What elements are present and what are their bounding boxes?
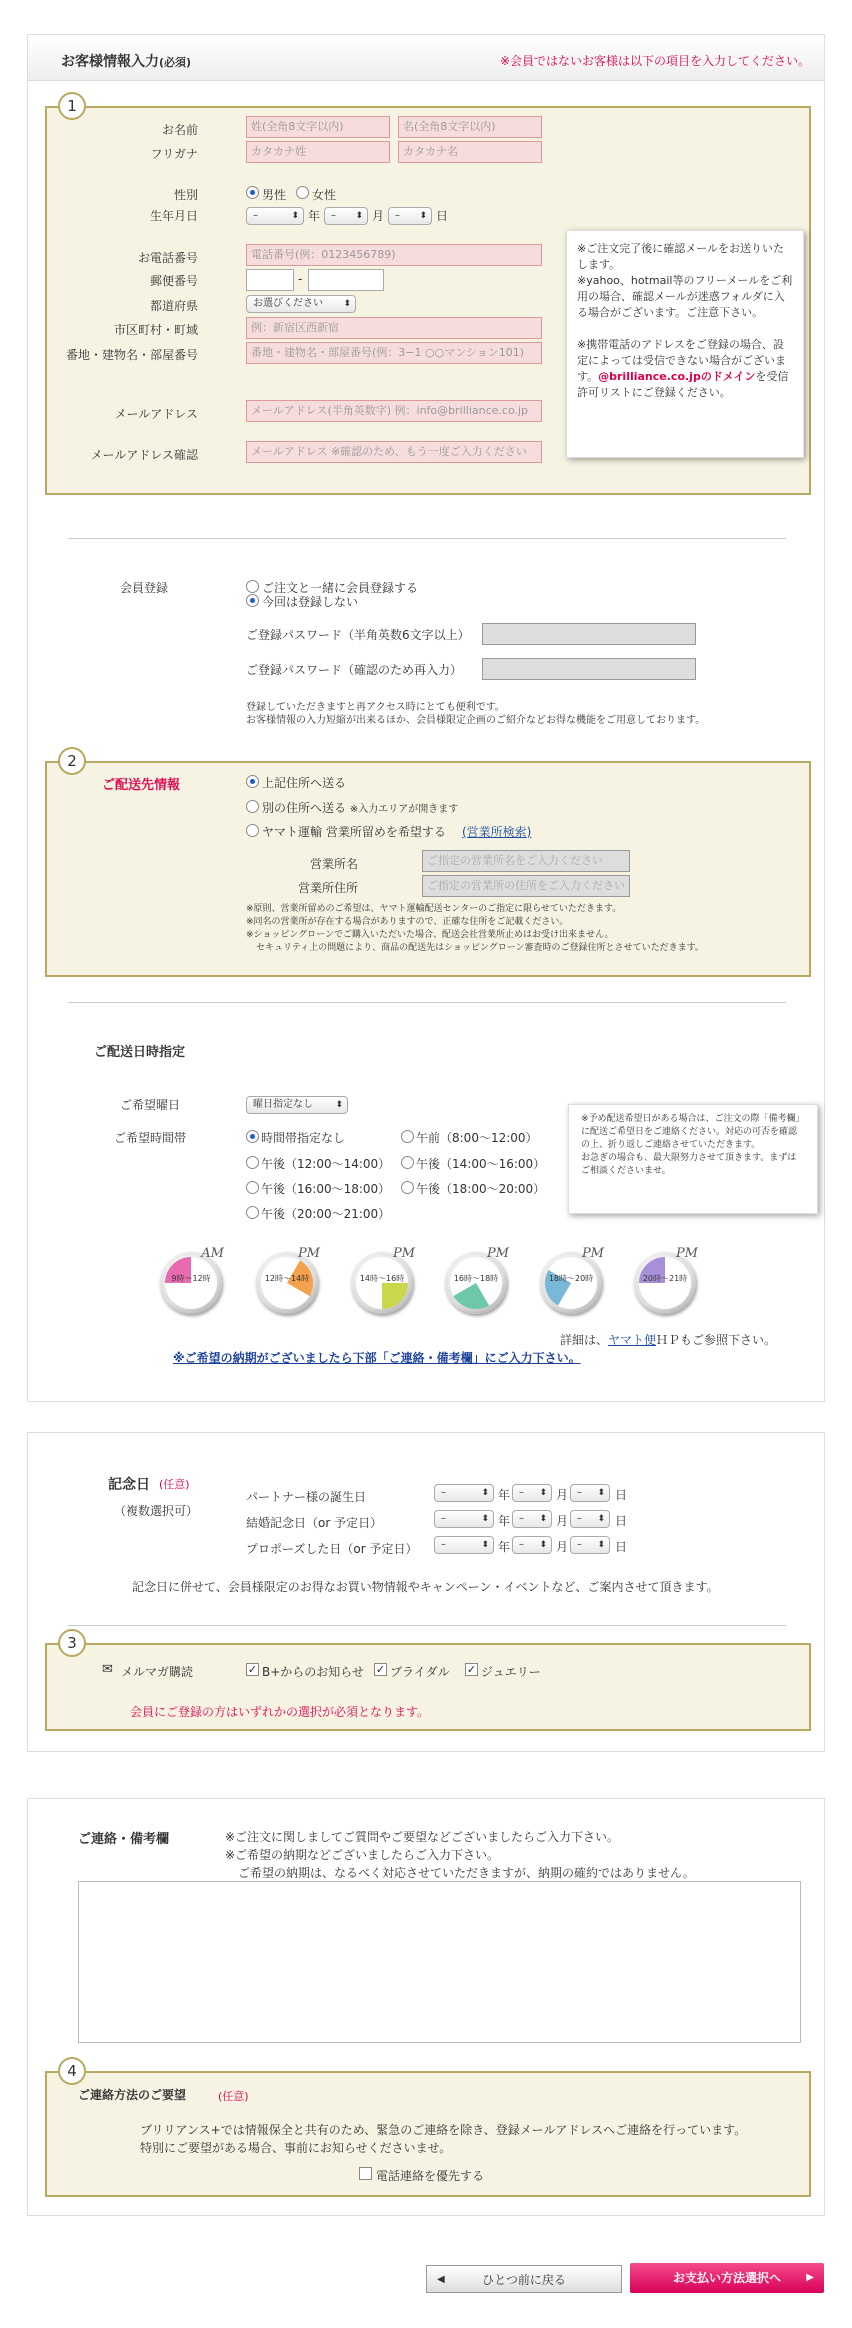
address-label: 番地・建物名・部屋番号 bbox=[65, 348, 198, 362]
yamato-link[interactable]: ヤマト便 bbox=[608, 1333, 657, 1347]
delivery-yamato-radio[interactable] bbox=[246, 824, 259, 837]
anniversary-title: 記念日 bbox=[108, 1477, 150, 1493]
remarks-note: ご希望の納期は、なるべく対応させていただきますが、納期の確約ではありません。 bbox=[238, 1866, 695, 1880]
remarks-title: ご連絡・備考欄 bbox=[78, 1832, 170, 1847]
time-slot-label: 午後（12:00〜14:00） bbox=[261, 1157, 391, 1171]
anniversary-year-select[interactable]: – ⬍ bbox=[434, 1536, 494, 1554]
month-unit: 月 bbox=[372, 209, 385, 223]
anniversary-row-label: パートナー様の誕生日 bbox=[246, 1490, 367, 1504]
year-unit: 年 bbox=[498, 1488, 511, 1502]
tip-text: を受信許可リストにご登録ください。 bbox=[577, 370, 789, 399]
yamato-detail: 詳細は、ヤマト便ＨＰもご参照下さい。 bbox=[560, 1333, 777, 1347]
delivery-other-label: 別の住所へ送る ※入力エリアが開きます bbox=[262, 801, 459, 815]
password-confirm-label: ご登録パスワード（確認のため再入力） bbox=[246, 663, 463, 677]
birth-month-select[interactable]: – ⬍ bbox=[324, 207, 368, 225]
time-slot-radio[interactable] bbox=[246, 1206, 259, 1219]
last-kana-input[interactable]: カタカナ姓 bbox=[246, 141, 390, 163]
member-note: お客様情報の入力短縮が出来るほか、会員様限定企画のご紹介などお得な機能をご用意しております。 bbox=[246, 715, 706, 726]
remarks-note: ※ご希望の納期などございましたらご入力下さい。 bbox=[225, 1848, 500, 1862]
time-label: ご希望時間帯 bbox=[114, 1131, 187, 1145]
section-number-2: 2 bbox=[58, 747, 86, 775]
customer-header bbox=[28, 35, 824, 81]
anniversary-year-select[interactable]: – ⬍ bbox=[434, 1484, 494, 1502]
order-form-panel bbox=[27, 34, 825, 1402]
email-tooltip bbox=[566, 230, 804, 458]
chevron-right-icon: ▶ bbox=[806, 2272, 814, 2283]
birth-day-select[interactable]: – ⬍ bbox=[388, 207, 432, 225]
pref-label: 都道府県 bbox=[149, 299, 198, 313]
birth-year-select[interactable]: – ⬍ bbox=[246, 207, 304, 225]
divider bbox=[68, 1002, 786, 1003]
anniversary-day-select[interactable]: – ⬍ bbox=[570, 1510, 610, 1528]
email-confirm-input[interactable]: メールアドレス ※確認のため、もう一度ご入力ください bbox=[246, 441, 542, 463]
newsletter-b-checkbox[interactable]: ✓ bbox=[247, 1663, 258, 1676]
zip-label: 郵便番号 bbox=[149, 274, 198, 288]
mail-icon: ✉ bbox=[102, 1662, 113, 1677]
tip-text: お急ぎの場合も、最大限努力させて頂きます。まずはご相談くださいませ。 bbox=[581, 1153, 797, 1176]
delivery-same-label: 上記住所へ送る bbox=[262, 776, 347, 790]
month-unit: 月 bbox=[556, 1540, 569, 1554]
address-input[interactable]: 番地・建物名・部屋番号(例：3−1 ○○マンション101) bbox=[246, 342, 542, 364]
time-clock bbox=[634, 1246, 698, 1314]
datetime-title: ご配送日時指定 bbox=[94, 1045, 186, 1060]
clock-label: 20時〜21時 bbox=[642, 1274, 688, 1283]
anniversary-month-select[interactable]: – ⬍ bbox=[512, 1536, 552, 1554]
time-slot-label: 時間帯指定なし bbox=[261, 1131, 346, 1145]
delivery-other-radio[interactable] bbox=[246, 800, 259, 813]
remarks-textarea[interactable] bbox=[78, 1881, 801, 2043]
tip-text: ※ご注文完了後に確認メールをお送りいたします。 bbox=[577, 242, 784, 271]
anniversary-month-select[interactable]: – ⬍ bbox=[512, 1510, 552, 1528]
time-slot-radio[interactable] bbox=[401, 1181, 414, 1194]
clock-period: PM bbox=[297, 1246, 320, 1261]
zip-second-input[interactable] bbox=[308, 269, 384, 291]
page-title: お客様情報入力(必須) bbox=[61, 54, 192, 70]
time-slot-label: 午後（20:00〜21:00） bbox=[261, 1207, 391, 1221]
delivery-date-tooltip bbox=[568, 1104, 818, 1214]
next-button-label: お支払い方法選択へ bbox=[672, 2271, 781, 2285]
newsletter-required-note: 会員にご登録の方はいずれかの選択が必須となります。 bbox=[130, 1705, 430, 1719]
time-slot-radio[interactable] bbox=[246, 1181, 259, 1194]
section-number-1: 1 bbox=[58, 92, 86, 120]
section-number-3: 3 bbox=[58, 1629, 86, 1657]
member-skip-label: 今回は登録しない bbox=[262, 595, 359, 609]
time-clock bbox=[351, 1246, 415, 1314]
time-slot-radio[interactable] bbox=[246, 1130, 259, 1143]
member-skip-radio[interactable] bbox=[246, 594, 259, 607]
contact-title: ご連絡方法のご要望 bbox=[78, 2088, 187, 2102]
year-unit: 年 bbox=[498, 1514, 511, 1528]
anniversary-row-label: 結婚記念日（or 予定日） bbox=[246, 1516, 383, 1530]
time-clock bbox=[445, 1246, 509, 1314]
zip-first-input[interactable] bbox=[246, 269, 294, 291]
day-unit: 日 bbox=[615, 1540, 628, 1554]
clock-period: PM bbox=[392, 1246, 415, 1261]
newsletter-label: メルマガ購読 bbox=[121, 1665, 194, 1679]
tip-text: ※yahoo、hotmail等のフリーメールをご利用の場合、確認メールが迷惑フォルダに入る場合がございます。ご注意下さい。 bbox=[577, 274, 793, 319]
male-label: 男性 bbox=[262, 188, 287, 202]
contact-note: 特別にご要望がある場合、事前にお知らせくださいませ。 bbox=[140, 2141, 452, 2155]
email-label: メールアドレス bbox=[114, 407, 198, 421]
back-button-label: ひとつ前に戻る bbox=[482, 2273, 566, 2287]
member-register-label: ご注文と一緒に会員登録する bbox=[262, 581, 419, 595]
tip-domain: @brilliance.co.jpのドメイン bbox=[598, 370, 756, 383]
delivery-note: ※同名の営業所が存在する場合がありますので、正確な住所をご記載ください。 bbox=[246, 917, 569, 927]
remarks-notice: ※ご希望の納期がございましたら下部「ご連絡・備考欄」にご入力下さい。 bbox=[173, 1351, 581, 1365]
clock-period: PM bbox=[486, 1246, 509, 1261]
month-unit: 月 bbox=[556, 1514, 569, 1528]
time-slot-radio[interactable] bbox=[246, 1156, 259, 1169]
year-unit: 年 bbox=[498, 1540, 511, 1554]
anniversary-note: 記念日に併せて、会員様限定のお得なお買い物情報やキャンペーン・イベントなど、ご案内させて頂きます。 bbox=[132, 1580, 719, 1594]
password-label: ご登録パスワード（半角英数6文字以上） bbox=[246, 628, 470, 642]
anniversary-day-select[interactable]: – ⬍ bbox=[570, 1536, 610, 1554]
date-label: ご希望曜日 bbox=[120, 1098, 181, 1112]
remarks-panel bbox=[27, 1798, 825, 2216]
kana-label: フリガナ bbox=[150, 147, 198, 161]
newsletter-bridal-label: ブライダル bbox=[390, 1665, 450, 1679]
birth-label: 生年月日 bbox=[149, 209, 198, 223]
delivery-same-radio[interactable] bbox=[246, 775, 259, 788]
office-address-label: 営業所住所 bbox=[297, 881, 358, 895]
time-slot-label: 午後（14:00〜16:00） bbox=[416, 1157, 546, 1171]
contact-optional: (任意) bbox=[218, 2090, 249, 2103]
password-input[interactable] bbox=[482, 623, 696, 645]
phone-priority-checkbox[interactable] bbox=[359, 2167, 372, 2180]
city-label: 市区町村・町域 bbox=[113, 323, 198, 337]
anniversary-row-label: プロポーズした日（or 予定日） bbox=[246, 1542, 418, 1556]
delivery-note: ※ショッピングローンでご購入いただいた場合、配送会社営業所止めはお受け出来ません。 bbox=[246, 930, 614, 940]
name-label: お名前 bbox=[161, 123, 198, 137]
time-slot-label: 午後（18:00〜20:00） bbox=[416, 1182, 546, 1196]
time-slot-radio[interactable] bbox=[401, 1130, 414, 1143]
office-name-input[interactable]: ご指定の営業所名をご入力ください bbox=[422, 850, 630, 872]
anniversary-multi: （複数選択可） bbox=[114, 1504, 199, 1518]
newsletter-b-label: B+からのお知らせ bbox=[262, 1665, 364, 1679]
next-button[interactable] bbox=[630, 2263, 824, 2293]
office-address-input[interactable]: ご指定の営業所の住所をご入力ください bbox=[422, 875, 630, 897]
anniversary-month-select[interactable]: – ⬍ bbox=[512, 1484, 552, 1502]
city-input[interactable]: 例：新宿区西新宿 bbox=[246, 317, 542, 339]
email-input[interactable]: メールアドレス(半角英数字) 例：info@brilliance.co.jp bbox=[246, 400, 542, 422]
gender-label: 性別 bbox=[173, 188, 198, 202]
last-name-input[interactable]: 姓(全角8文字以内) bbox=[246, 116, 390, 138]
newsletter-bridal-checkbox[interactable]: ✓ bbox=[375, 1663, 386, 1676]
zip-dash: - bbox=[298, 272, 303, 286]
contact-note: ブリリアンス+では情報保全と共有のため、緊急のご連絡を除き、登録メールアドレスへご連絡を行っています。 bbox=[140, 2123, 747, 2137]
pref-select[interactable]: お選びください ⬍ bbox=[246, 295, 356, 313]
member-note: 登録していただきますと再アクセス時にとても便利です。 bbox=[246, 702, 505, 713]
member-label: 会員登録 bbox=[119, 581, 168, 595]
delivery-label: ご配送先情報 bbox=[102, 778, 181, 793]
back-button[interactable] bbox=[426, 2265, 622, 2293]
newsletter-jewelry-checkbox[interactable]: ✓ bbox=[466, 1663, 477, 1676]
phone-priority-label: 電話連絡を優先する bbox=[376, 2169, 485, 2183]
day-unit: 日 bbox=[436, 209, 449, 223]
anniversary-year-select[interactable]: – ⬍ bbox=[434, 1510, 494, 1528]
tip-text: ※携帯電話のアドレスをご登録の場合、設定によっては受信できない場合がございます。 bbox=[577, 338, 786, 383]
day-unit: 日 bbox=[615, 1488, 628, 1502]
gender-male-radio[interactable] bbox=[246, 186, 259, 199]
time-slot-label: 午前（8:00〜12:00） bbox=[416, 1131, 538, 1145]
tip-text: ※予め配送希望日がある場合は、ご注文の際「備考欄」に配送ご希望日をご連絡ください。対応の可否を確認の上、折り返しご連絡させていただきます。 bbox=[581, 1114, 805, 1150]
delivery-note: セキュリティ上の問題により、商品の配送先はショッピングローン審査時のご登録住所とさせていただきます。 bbox=[256, 943, 704, 953]
clock-period: PM bbox=[581, 1246, 604, 1261]
phone-input[interactable]: 電話番号(例：0123456789) bbox=[246, 244, 542, 266]
clock-label: 9時〜12時 bbox=[171, 1274, 211, 1283]
anniversary-day-select[interactable]: – ⬍ bbox=[570, 1484, 610, 1502]
year-unit: 年 bbox=[308, 209, 321, 223]
office-name-label: 営業所名 bbox=[309, 857, 358, 871]
phone-label: お電話番号 bbox=[137, 251, 198, 265]
first-kana-input[interactable]: カタカナ名 bbox=[398, 141, 542, 163]
remarks-note: ※ご注文に関しましてご質問やご要望などございましたらご入力下さい。 bbox=[225, 1830, 620, 1844]
office-search-link[interactable]: (営業所検索) bbox=[462, 825, 532, 839]
time-slot-radio[interactable] bbox=[401, 1156, 414, 1169]
section-number-4: 4 bbox=[58, 2057, 86, 2085]
divider bbox=[68, 538, 786, 539]
delivery-yamato-label: ヤマト運輸 営業所留めを希望する bbox=[262, 825, 446, 839]
time-clock bbox=[160, 1246, 224, 1314]
time-clock bbox=[540, 1246, 604, 1314]
anniversary-optional: (任意) bbox=[159, 1478, 190, 1491]
date-select[interactable]: 曜日指定なし ⬍ bbox=[246, 1096, 348, 1114]
first-name-input[interactable]: 名(全角8文字以内) bbox=[398, 116, 542, 138]
clock-label: 18時〜20時 bbox=[548, 1274, 594, 1283]
anniversary-panel bbox=[27, 1432, 825, 1752]
time-clock bbox=[256, 1246, 320, 1314]
delivery-note: ※原則、営業所留めのご希望は、ヤマト運輸配送センターのご指定に限らせていただきます。 bbox=[246, 904, 622, 914]
clock-label: 12時〜14時 bbox=[264, 1274, 310, 1283]
divider bbox=[68, 1625, 786, 1626]
month-unit: 月 bbox=[556, 1488, 569, 1502]
female-label: 女性 bbox=[312, 188, 337, 202]
clock-period: AM bbox=[201, 1246, 224, 1261]
clock-label: 14時〜16時 bbox=[359, 1274, 405, 1283]
clock-period: PM bbox=[675, 1246, 698, 1261]
email-confirm-label: メールアドレス確認 bbox=[90, 448, 198, 462]
non-member-notice: ※会員ではないお客様は以下の項目を入力してください。 bbox=[499, 54, 810, 68]
day-unit: 日 bbox=[615, 1514, 628, 1528]
chevron-left-icon: ◀ bbox=[437, 2274, 445, 2285]
gender-female-radio[interactable] bbox=[296, 186, 309, 199]
password-confirm-input[interactable] bbox=[482, 658, 696, 680]
clock-label: 16時〜18時 bbox=[453, 1274, 499, 1283]
time-slot-label: 午後（16:00〜18:00） bbox=[261, 1182, 391, 1196]
newsletter-jewelry-label: ジュエリー bbox=[481, 1665, 541, 1679]
member-register-radio[interactable] bbox=[246, 580, 259, 593]
